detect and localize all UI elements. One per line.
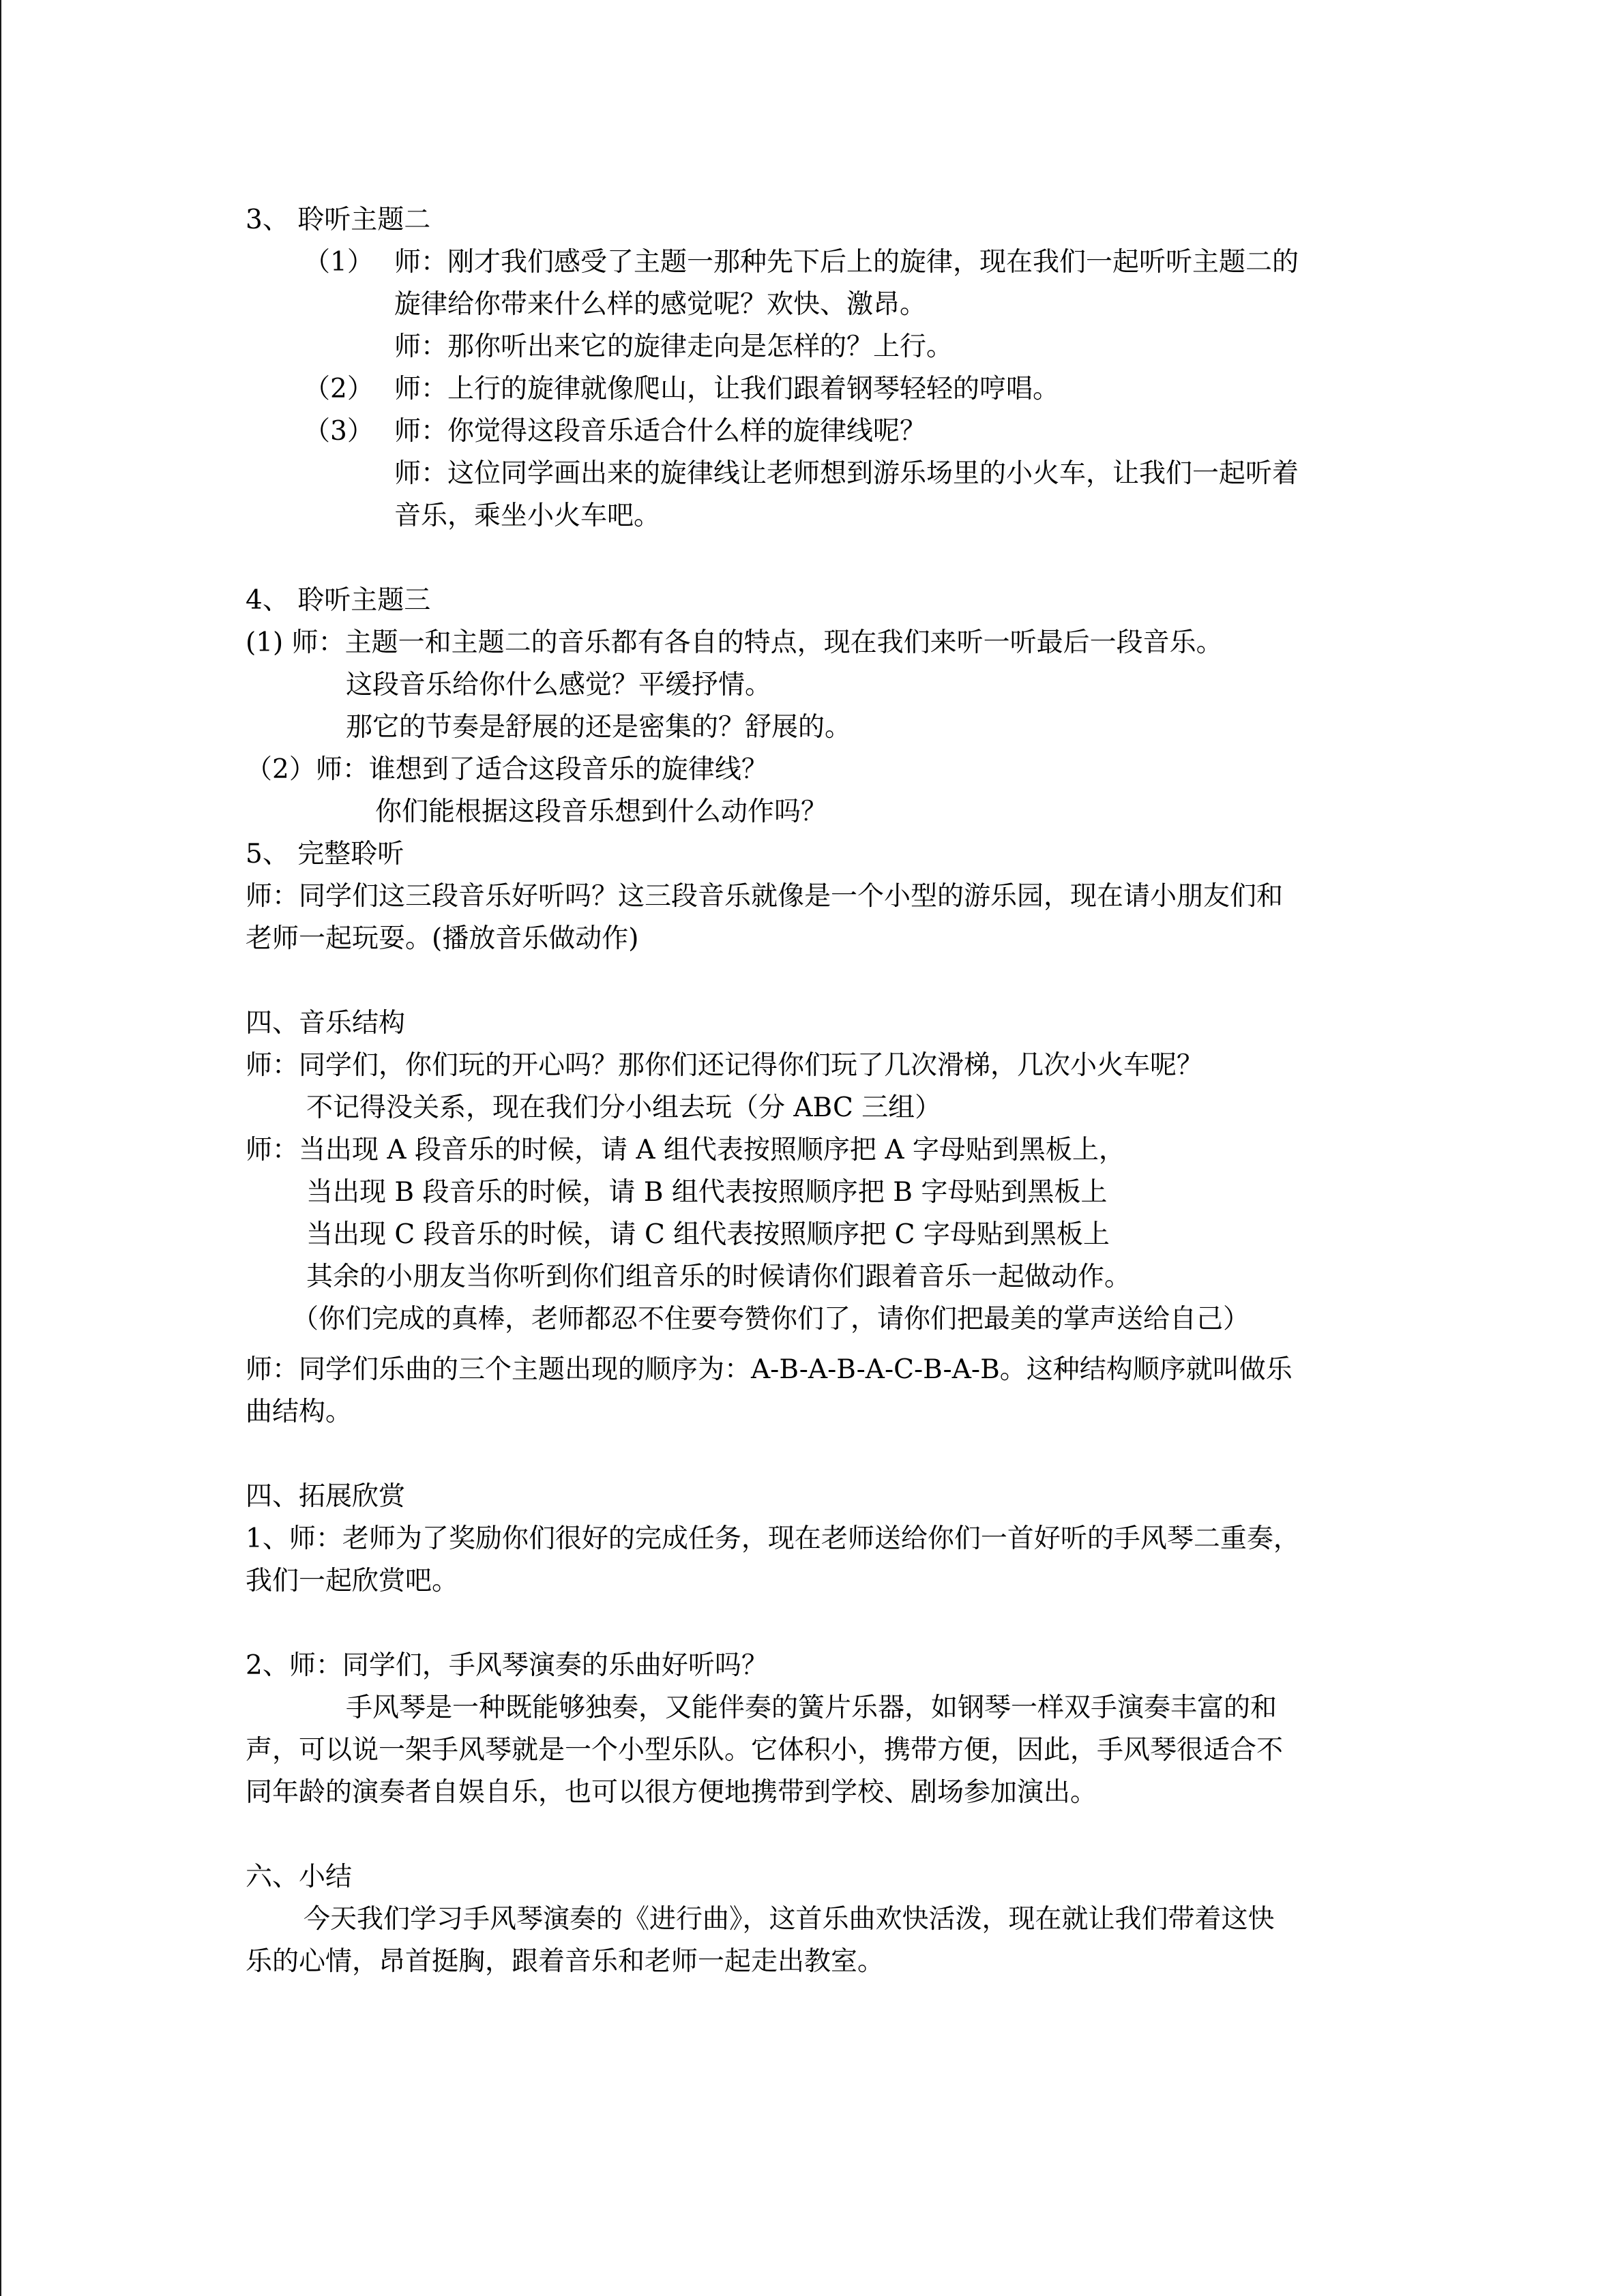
paragraph-line: （2）师：谁想到了适合这段音乐的旋律线？ xyxy=(246,754,768,785)
paragraph-line: 师：同学们乐曲的三个主题出现的顺序为：A-B-A-B-A-C-B-A-B。这种结构顺序就叫做乐 xyxy=(246,1354,1293,1385)
paragraph-line: 师：你觉得这段音乐适合什么样的旋律线呢？ xyxy=(394,416,927,447)
paragraph-line: 师：当出现 A 段音乐的时候，请 A 组代表按照顺序把 A 字母贴到黑板上， xyxy=(246,1135,1125,1165)
paragraph-line: 师：这位同学画出来的旋律线让老师想到游乐场里的小火车，让我们一起听着 xyxy=(394,458,1299,489)
paragraph-line: 师：刚才我们感受了主题一那种先下后上的旋律，现在我们一起听听主题二的 xyxy=(394,247,1299,278)
section-heading: 3、 聆听主题二 xyxy=(246,205,431,235)
section-heading: 4、 聆听主题三 xyxy=(246,585,431,616)
paragraph-line: 同年龄的演奏者自娱自乐，也可以很方便地携带到学校、剧场参加演出。 xyxy=(246,1777,1097,1808)
item-number: （1） xyxy=(304,247,374,278)
paragraph-line: 那它的节奏是舒展的还是密集的？舒展的。 xyxy=(346,712,852,743)
paragraph-line: 2、师：同学们，手风琴演奏的乐曲好听吗？ xyxy=(246,1650,768,1681)
section-heading: 四、拓展欣赏 xyxy=(246,1481,406,1512)
paragraph-line: 旋律给你带来什么样的感觉呢？欢快、激昂。 xyxy=(394,289,927,320)
paragraph-line: 当出现 C 段音乐的时候，请 C 组代表按照顺序把 C 字母贴到黑板上 xyxy=(306,1219,1110,1250)
paragraph-line: 手风琴是一种既能够独奏，又能伴奏的簧片乐器，如钢琴一样双手演奏丰富的和 xyxy=(346,1693,1278,1723)
paragraph-line: 师：上行的旋律就像爬山，让我们跟着钢琴轻轻的哼唱。 xyxy=(394,374,1060,404)
paragraph-line: 其余的小朋友当你听到你们组音乐的时候请你们跟着音乐一起做动作。 xyxy=(306,1262,1132,1292)
paragraph-line: 当出现 B 段音乐的时候，请 B 组代表按照顺序把 B 字母贴到黑板上 xyxy=(306,1177,1108,1208)
paragraph-line: 曲结构。 xyxy=(246,1397,353,1427)
paragraph-line: 师：同学们，你们玩的开心吗？那你们还记得你们玩了几次滑梯，几次小火车呢？ xyxy=(246,1050,1204,1081)
paragraph-line: 乐的心情，昂首挺胸，跟着音乐和老师一起走出教室。 xyxy=(246,1946,885,1977)
paragraph-line: 声，可以说一架手风琴就是一个小型乐队。它体积小，携带方便，因此，手风琴很适合不 xyxy=(246,1735,1284,1765)
paragraph-line: （你们完成的真棒，老师都忍不住要夸赞你们了，请你们把最美的掌声送给自己） xyxy=(292,1304,1250,1335)
section-heading: 六、小结 xyxy=(246,1862,353,1892)
section-heading: 5、 完整聆听 xyxy=(246,839,404,869)
paragraph-line: 1、师：老师为了奖励你们很好的完成任务，现在老师送给你们一首好听的手风琴二重奏， xyxy=(246,1523,1300,1554)
paragraph-line: 不记得没关系，现在我们分小组去玩（分 ABC 三组） xyxy=(306,1092,942,1123)
paragraph-line: 你们能根据这段音乐想到什么动作吗？ xyxy=(375,796,828,827)
page-edge xyxy=(0,0,1,2296)
paragraph-line: (1) 师：主题一和主题二的音乐都有各自的特点，现在我们来听一听最后一段音乐。 xyxy=(246,627,1223,658)
paragraph-line: 今天我们学习手风琴演奏的《进行曲》，这首乐曲欢快活泼，现在就让我们带着这快 xyxy=(304,1904,1275,1935)
paragraph-line: 这段音乐给你什么感觉？平缓抒情。 xyxy=(346,670,772,700)
paragraph-line: 师：那你听出来它的旋律走向是怎样的？上行。 xyxy=(394,331,954,362)
item-number: （3） xyxy=(304,416,374,447)
paragraph-line: 我们一起欣赏吧。 xyxy=(246,1566,459,1596)
paragraph-line: 音乐，乘坐小火车吧。 xyxy=(394,501,661,531)
section-heading: 四、音乐结构 xyxy=(246,1008,406,1039)
paragraph-line: 师：同学们这三段音乐好听吗？这三段音乐就像是一个小型的游乐园，现在请小朋友们和 xyxy=(246,881,1284,912)
item-number: （2） xyxy=(304,374,374,404)
paragraph-line: 老师一起玩耍。(播放音乐做动作) xyxy=(246,923,639,954)
